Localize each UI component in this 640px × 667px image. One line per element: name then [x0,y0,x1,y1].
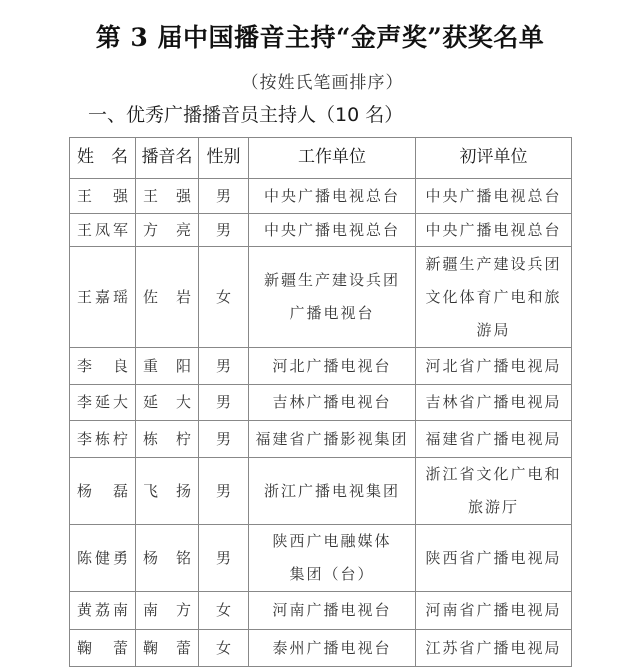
cell-gender: 女 [199,592,249,630]
cell-line: 集团（台） [289,565,375,583]
cell-line: 广播电视台 [289,304,375,322]
cell-work-unit: 福建省广播影视集团 [249,421,416,458]
table-row [70,421,572,458]
cell-gender: 女 [199,247,249,348]
table-row [70,247,572,348]
cell-work-unit [249,525,416,592]
winners-table [69,137,572,667]
cell-line: 浙江省文化广电和 [425,465,562,483]
cell-gender: 男 [199,179,249,214]
header-nominating-unit: 初评单位 [416,138,572,179]
cell-nominating-unit: 河南省广播电视局 [416,592,572,630]
cell-stage-name: 方亮 [136,214,199,247]
cell-gender: 男 [199,385,249,421]
cell-line: 新疆生产建设兵团 [263,271,400,289]
cell-name: 黄荔南 [70,592,136,630]
cell-name: 李延大 [70,385,136,421]
cell-work-unit: 河南广播电视台 [249,592,416,630]
cell-stage-name: 延大 [136,385,199,421]
cell-stage-name: 佐岩 [136,247,199,348]
cell-name: 李良 [70,348,136,385]
table-row [70,525,572,592]
table-row [70,592,572,630]
cell-work-unit [249,247,416,348]
cell-nominating-unit: 河北省广播电视局 [416,348,572,385]
cell-work-unit: 河北广播电视台 [249,348,416,385]
table-row [70,630,572,667]
header-gender: 性别 [199,138,249,179]
cell-name: 王嘉瑶 [70,247,136,348]
cell-nominating-unit: 江苏省广播电视局 [416,630,572,667]
document-title: 第 3 届中国播音主持“金声奖”获奖名单 [95,23,545,52]
cell-gender: 男 [199,458,249,525]
cell-work-unit: 吉林广播电视台 [249,385,416,421]
cell-name: 杨磊 [70,458,136,525]
document-subtitle: （按姓氏笔画排序） [241,73,404,93]
cell-work-unit: 泰州广播电视台 [249,630,416,667]
cell-line: 文化体育广电和旅 [425,287,562,306]
cell-work-unit: 中央广播电视总台 [249,214,416,247]
cell-gender: 男 [199,348,249,385]
cell-line: 旅游厅 [467,498,519,516]
header-name: 姓 名 [70,138,136,179]
cell-gender: 女 [199,630,249,667]
cell-stage-name: 杨铭 [136,525,199,592]
cell-work-unit: 浙江广播电视集团 [249,458,416,525]
cell-stage-name: 飞扬 [136,458,199,525]
header-work-unit: 工作单位 [249,138,416,179]
table-row [70,348,572,385]
cell-name: 王凤军 [70,214,136,247]
cell-nominating-unit: 中央广播电视总台 [416,214,572,247]
cell-gender: 男 [199,214,249,247]
header-stage-name: 播音名 [136,138,199,179]
cell-stage-name: 栋柠 [136,421,199,458]
cell-nominating-unit: 陕西省广播电视局 [416,525,572,592]
cell-work-unit: 中央广播电视总台 [249,179,416,214]
cell-line: 游局 [476,320,511,339]
table-row [70,458,572,525]
cell-line: 陕西广电融媒体 [272,532,392,550]
cell-stage-name: 重阳 [136,348,199,385]
cell-line: 新疆生产建设兵团 [425,254,562,273]
cell-nominating-unit [416,458,572,525]
cell-name: 陈健勇 [70,525,136,592]
cell-nominating-unit: 福建省广播电视局 [416,421,572,458]
cell-stage-name: 王强 [136,179,199,214]
cell-stage-name: 南方 [136,592,199,630]
cell-stage-name: 鞠蕾 [136,630,199,667]
cell-gender: 男 [199,525,249,592]
cell-name: 王强 [70,179,136,214]
cell-nominating-unit: 吉林省广播电视局 [416,385,572,421]
section-heading: 一、优秀广播播音员主持人（10 名） [88,104,404,126]
cell-name: 李栋柠 [70,421,136,458]
cell-name: 鞠蕾 [70,630,136,667]
table-row [70,214,572,247]
table-row [70,385,572,421]
cell-gender: 男 [199,421,249,458]
table-header-row [70,138,572,179]
cell-nominating-unit: 中央广播电视总台 [416,179,572,214]
cell-nominating-unit [416,247,572,348]
table-row [70,179,572,214]
